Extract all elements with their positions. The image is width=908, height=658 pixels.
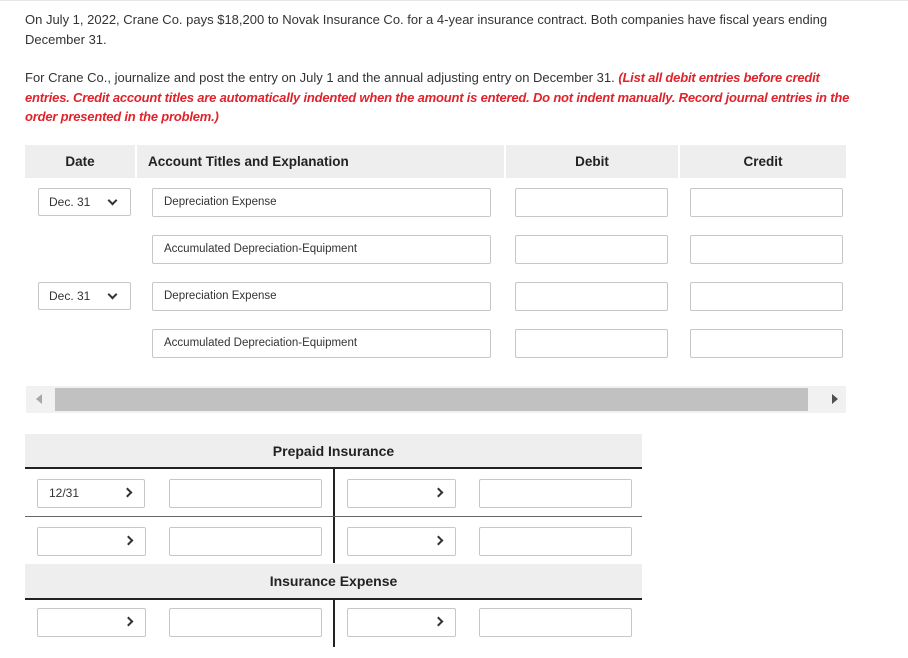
credit-amount-input[interactable]	[690, 235, 843, 264]
chevron-right-icon	[124, 617, 134, 627]
header-credit: Credit	[743, 154, 783, 169]
t-date-select[interactable]	[37, 479, 145, 508]
debit-amount-input[interactable]	[515, 235, 668, 264]
chevron-down-icon	[108, 196, 118, 206]
t-account-title: Insurance Expense	[25, 564, 642, 598]
header-account: Account Titles and Explanation	[148, 154, 349, 169]
t-date-select[interactable]	[347, 608, 456, 637]
debit-amount-input[interactable]	[515, 188, 668, 217]
problem-instruction	[25, 68, 855, 127]
header-separator	[135, 145, 137, 178]
chevron-right-icon	[434, 488, 444, 498]
date-select[interactable]	[38, 188, 131, 216]
header-date: Date	[65, 154, 95, 169]
t-account-title: Prepaid Insurance	[25, 434, 642, 468]
chevron-down-icon	[108, 290, 118, 300]
instruction-text: For Crane Co., journalize and post the entry on July 1 and the annual adjusting entry on December 31.	[25, 70, 615, 85]
t-account-row-line	[25, 516, 642, 517]
chevron-right-icon	[123, 488, 133, 498]
t-date-select[interactable]	[37, 527, 146, 556]
t-date-select[interactable]	[37, 608, 146, 637]
header-debit: Debit	[575, 154, 609, 169]
t-date-select[interactable]	[347, 527, 456, 556]
t-amount-input[interactable]	[479, 608, 632, 637]
scrollbar-thumb[interactable]	[55, 388, 808, 411]
t-amount-input[interactable]	[169, 608, 322, 637]
instruction-note: (List all debit entries before credit entries. Credit account titles are automatically indented when the amount is entered. Do not indent manually. Record journal entries in the order presented in the problem.)	[25, 70, 850, 124]
credit-account-input[interactable]: Accumulated Depreciation-Equipment	[152, 329, 491, 358]
credit-amount-input[interactable]	[690, 188, 843, 217]
arrow-right-icon[interactable]	[832, 394, 838, 404]
debit-account-input[interactable]: Depreciation Expense	[152, 188, 491, 217]
journal-header	[25, 145, 846, 178]
t-amount-input[interactable]	[169, 479, 322, 508]
credit-account-input[interactable]: Accumulated Depreciation-Equipment	[152, 235, 491, 264]
arrow-left-icon[interactable]	[36, 394, 42, 404]
chevron-right-icon	[434, 536, 444, 546]
debit-account-input[interactable]: Depreciation Expense	[152, 282, 491, 311]
debit-amount-input[interactable]	[515, 282, 668, 311]
t-account-divider	[333, 599, 335, 647]
t-amount-input[interactable]	[479, 527, 632, 556]
t-amount-input[interactable]	[169, 527, 322, 556]
date-value: Dec. 31	[49, 289, 91, 303]
credit-amount-input[interactable]	[690, 329, 843, 358]
chevron-right-icon	[434, 617, 444, 627]
t-date-select[interactable]	[347, 479, 456, 508]
t-amount-input[interactable]	[479, 479, 632, 508]
horizontal-scrollbar[interactable]	[26, 386, 846, 413]
top-divider	[0, 0, 908, 1]
t-date-value: 12/31	[49, 486, 80, 500]
problem-statement: On July 1, 2022, Crane Co. pays $18,200 to Novak Insurance Co. for a 4-year insurance contract. Both companies have fiscal years ending December 31.	[25, 12, 828, 47]
credit-amount-input[interactable]	[690, 282, 843, 311]
chevron-right-icon	[124, 536, 134, 546]
date-value: Dec. 31	[49, 195, 91, 209]
debit-amount-input[interactable]	[515, 329, 668, 358]
date-select[interactable]	[38, 282, 131, 310]
